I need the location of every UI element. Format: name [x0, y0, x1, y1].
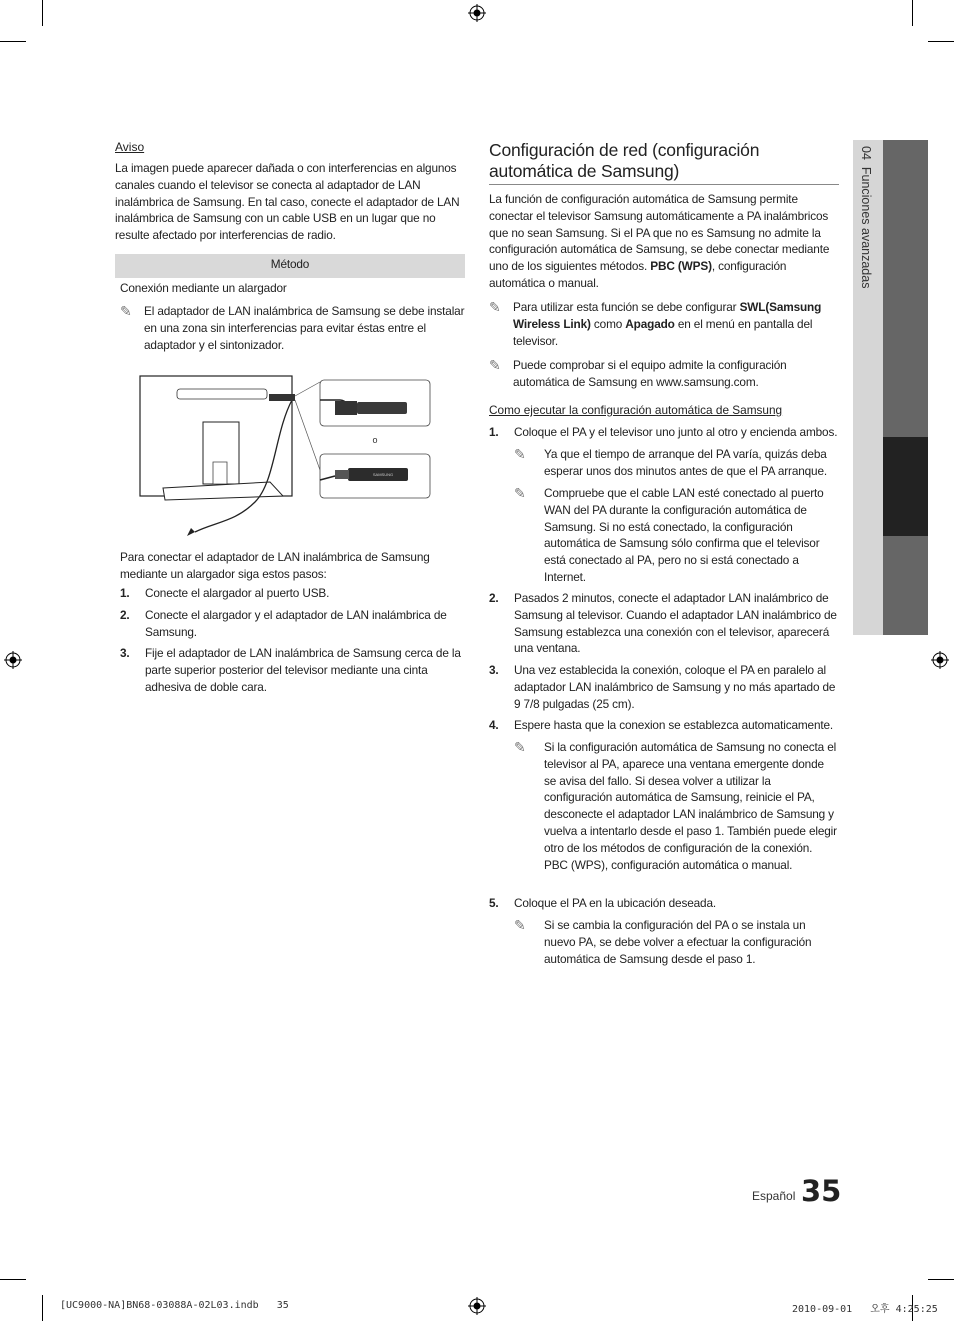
- intro-paragraph: La función de configuración automática de Samsung permite conectar el televisor Samsung automáticamente a PA inalámbricos que no sean Samsung. Si el PA que no es Samsung no admite la configuración automática de Samsung, se debe conectar mediante uno de los siguientes métodos. PBC (WPS), configuración automática o manual.: [489, 192, 830, 290]
- step-text: Pasados 2 minutos, conecte el adaptador LAN inalámbrico de Samsung al televisor. Cuando el adaptador LAN inalámbrico de Samsung establezca una conexión con el televisor, aparecerá una ventana.: [514, 591, 837, 656]
- crop-mark: [42, 1295, 43, 1321]
- crop-mark: [42, 0, 43, 26]
- step-number: 3.: [120, 646, 130, 660]
- side-tab-active-block: [883, 437, 928, 536]
- step-text: Coloque el PA y el televisor uno junto al otro y encienda ambos.: [514, 425, 838, 439]
- note: [514, 446, 839, 480]
- step-text: Fije el adaptador de LAN inalámbrica de Samsung cerca de la parte superior posterior del televisor mediante una cinta adhesiva de doble cara.: [145, 646, 461, 694]
- step-number: 4.: [489, 718, 499, 732]
- note: [120, 303, 465, 353]
- step-text: Espere hasta que la conexion se establezca automaticamente.: [514, 718, 834, 732]
- step-number: 3.: [489, 663, 499, 677]
- registration-mark-icon: [4, 651, 22, 669]
- note-text: Si la configuración automática de Samsung no conecta el televisor al PA, aparece una ventana emergente donde se avisa del fallo. Si desea volver a utilizar la configuración automática de Samsung, reinicie el PA, desconecte el adaptador LAN inalámbrico de Samsung y vuelva a intentarlo desde el paso 1. También puede elegir otro de los métodos de configuración de la conexión. PBC (WPS), configuración automática o manual.: [544, 740, 837, 872]
- step-number: 5.: [489, 896, 499, 910]
- step-text: Una vez establecida la conexión, coloque el PA en paralelo al adaptador LAN inalámbrico de Samsung y no más apartado de 9 7/8 pulgadas (25 cm).: [514, 663, 836, 711]
- pencil-note-icon: ✎: [120, 303, 132, 319]
- crop-mark: [0, 1279, 26, 1280]
- note-text: Ya que el tiempo de arranque del PA varía, quizás deba esperar unos dos minutos antes de que el PA arranque.: [544, 447, 828, 478]
- pencil-note-icon: ✎: [514, 446, 526, 462]
- dongle-brand: SAMSUNG: [372, 472, 394, 477]
- note: [514, 917, 839, 967]
- pencil-note-icon: ✎: [489, 299, 501, 315]
- steps-intro: Para conectar el adaptador de LAN inalámbrica de Samsung mediante un alargador siga estos pasos:: [120, 550, 430, 581]
- step-text: Conecte el alargador al puerto USB.: [145, 586, 330, 600]
- pencil-note-icon: ✎: [489, 357, 501, 373]
- step-item: [489, 717, 841, 734]
- usb-extension-diagram: [135, 372, 435, 542]
- note-text: El adaptador de LAN inalámbrica de Samsung se debe instalar en una zona sin interferencias para evitar éstas entre el adaptador y el sintonizador.: [144, 304, 465, 352]
- side-tab-label: [859, 146, 879, 346]
- chapter-title: Funciones avanzadas: [859, 166, 873, 289]
- aviso-text: La imagen puede aparecer dañada o con interferencias en algunos canales cuando el televisor se conecta al adaptador de LAN inalámbrica de Samsung. En tal caso, conecte el adaptador de LAN inalámbrica de Samsung con un cable USB en un lugar que no resulte afectado por interferencias de radio.: [115, 161, 460, 243]
- step-number: 1.: [489, 425, 499, 439]
- registration-mark-icon: [931, 651, 949, 669]
- step-item: [489, 590, 841, 657]
- note-text: Compruebe que el cable LAN esté conectado al puerto WAN del PA durante la configuración automática de Samsung. Si no está conectado, la configuración automática de Samsung sólo confirma que el televisor está conectado al PA, pero no si está conectado a Internet.: [544, 486, 824, 584]
- step-number: 1.: [120, 586, 130, 600]
- conexion-label: Conexión mediante un alargador: [120, 281, 287, 295]
- note-text: Puede comprobar si el equipo admite la configuración automática de Samsung en www.samsung.com.: [513, 358, 787, 389]
- pencil-note-icon: ✎: [514, 485, 526, 501]
- side-tab-block: [883, 140, 928, 437]
- note-text: Para utilizar esta función se debe configurar SWL(Samsung Wireless Link) como Apagado en el menú en pantalla del televisor.: [513, 300, 822, 348]
- crop-mark: [0, 41, 26, 42]
- note: [514, 739, 839, 873]
- figure-label: o: [372, 435, 378, 445]
- step-text: Conecte el alargador y el adaptador de LAN inalámbrica de Samsung.: [145, 608, 447, 639]
- metodo-header: Método: [115, 254, 465, 278]
- chapter-number: 04: [859, 146, 873, 160]
- note: [489, 299, 839, 349]
- step-number: 2.: [120, 608, 130, 622]
- page-number: 35: [801, 1174, 842, 1208]
- note: [514, 485, 839, 586]
- registration-mark-icon: [468, 1297, 486, 1315]
- step-text: Coloque el PA en la ubicación deseada.: [514, 896, 716, 910]
- registration-mark-icon: [468, 4, 486, 22]
- step-item: [489, 895, 841, 912]
- printer-timestamp: 2010-09-01 오후 4:25:25: [792, 1304, 938, 1315]
- step-item: [489, 662, 841, 712]
- step-item: [489, 424, 841, 441]
- section-heading: Configuración de red (configuración automática de Samsung): [489, 140, 760, 181]
- step-item: [120, 585, 465, 602]
- crop-mark: [912, 0, 913, 26]
- footer-language: Español: [752, 1189, 796, 1203]
- pencil-note-icon: ✎: [514, 917, 526, 933]
- crop-mark: [928, 41, 954, 42]
- side-tab-block: [883, 536, 928, 635]
- pencil-note-icon: ✎: [514, 739, 526, 755]
- crop-mark: [928, 1279, 954, 1280]
- step-item: [120, 607, 465, 641]
- step-item: [120, 645, 465, 695]
- aviso-title: Aviso: [115, 140, 145, 154]
- note-text: Si se cambia la configuración del PA o se instala un nuevo PA, se debe volver a efectuar la configuración automática de Samsung desde el paso 1.: [544, 918, 812, 966]
- note: [489, 357, 839, 391]
- printer-file: [UC9000-NA]BN68-03088A-02L03.indb 35: [60, 1300, 289, 1311]
- step-number: 2.: [489, 591, 499, 605]
- heading-rule: [489, 184, 839, 185]
- subheading: Como ejecutar la configuración automática de Samsung: [489, 403, 783, 417]
